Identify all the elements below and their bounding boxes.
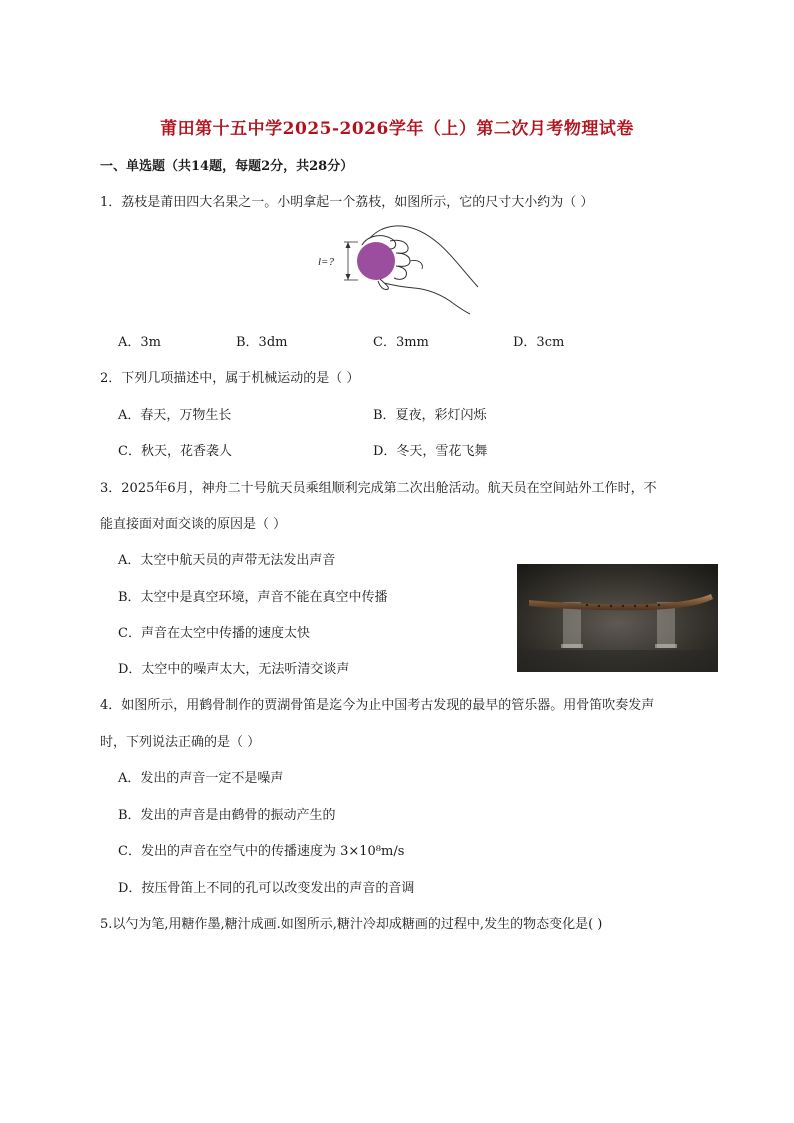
- question-3-stem-line2: 能直接面对面交谈的原因是（ ）: [100, 517, 287, 532]
- q2-option-a[interactable]: A．春天，万物生长: [118, 408, 232, 423]
- lychee-ball: [357, 242, 395, 280]
- q2-option-b[interactable]: B．夏夜，彩灯闪烁: [373, 408, 487, 423]
- q1-option-a[interactable]: A．3m: [118, 335, 161, 350]
- q2-option-d[interactable]: D．冬天，雪花飞舞: [373, 444, 488, 459]
- question-1-stem: 1．荔枝是莆田四大名果之一。小明拿起一个荔枝，如图所示，它的尺寸大小约为（ ）: [100, 195, 594, 210]
- q1-option-b[interactable]: B．3dm: [236, 335, 288, 350]
- q4-option-c[interactable]: C．发出的声音在空气中的传播速度为 3×10⁸m/s: [118, 844, 405, 859]
- q3-option-b[interactable]: B．太空中是真空环境，声音不能在真空中传播: [118, 590, 388, 605]
- dimension-label: l=?: [318, 256, 334, 268]
- bone-flute-photo: [517, 564, 718, 672]
- lychee-hand-figure: [310, 221, 482, 316]
- question-3-stem-line1: 3．2025年6月，神舟二十号航天员乘组顺利完成第二次出舱活动。航天员在空间站外工作时，不: [100, 481, 657, 496]
- question-5-stem: 5.以勺为笔,用糖作墨,糖汁成画.如图所示,糖汁冷却成糖画的过程中,发生的物态变化是( ): [100, 917, 603, 932]
- q3-option-d[interactable]: D．太空中的噪声太大，无法听清交谈声: [118, 662, 350, 677]
- q4-option-d[interactable]: D．按压骨笛上不同的孔可以改变发出的声音的音调: [118, 881, 415, 896]
- question-2-stem: 2．下列几项描述中，属于机械运动的是（ ）: [100, 371, 360, 386]
- q4-option-b[interactable]: B．发出的声音是由鹤骨的振动产生的: [118, 808, 336, 823]
- q3-option-c[interactable]: C．声音在太空中传播的速度太快: [118, 626, 310, 641]
- section-heading: 一、单选题（共14题，每题2分，共28分）: [100, 159, 354, 174]
- question-4-stem-line2: 时，下列说法正确的是（ ）: [100, 735, 261, 750]
- q1-option-c[interactable]: C．3mm: [373, 335, 429, 350]
- q4-option-a[interactable]: A．发出的声音一定不是噪声: [118, 771, 284, 786]
- q3-option-a[interactable]: A．太空中航天员的声带无法发出声音: [118, 553, 336, 568]
- q1-option-d[interactable]: D．3cm: [513, 335, 565, 350]
- q2-option-c[interactable]: C．秋天，花香袭人: [118, 444, 232, 459]
- page-title: 莆田第十五中学2025-2026学年（上）第二次月考物理试卷: [160, 119, 634, 139]
- question-4-stem-line1: 4．如图所示，用鹤骨制作的贾湖骨笛是迄今为止中国考古发现的最早的管乐器。用骨笛吹奏发声: [100, 698, 655, 713]
